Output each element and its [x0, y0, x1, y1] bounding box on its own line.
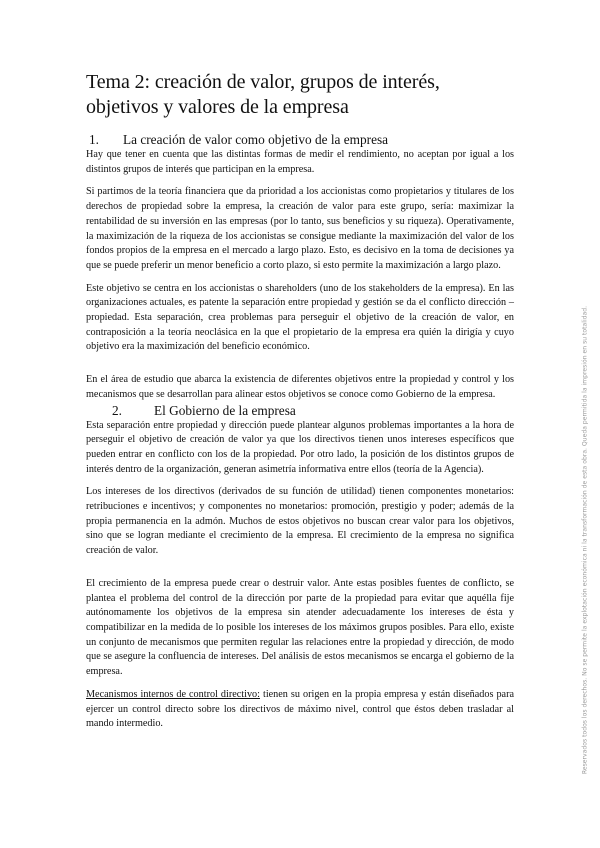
section-2-title: El Gobierno de la empresa	[154, 402, 296, 418]
section-1-paragraph-3: Este objetivo se centra en los accionistas o shareholders (uno de los stakeholders de la empresa). En las organizaciones actuales, es patente la separación entre propiedad y gestión se da el conflicto dirección – propiedad. Esta separación, crea problemas para perseguir el objetivo de la creación de valor, en contraposición a la teoría neoclásica en la que el propietario de la empresa era quién la dirigía y cuyo objetivo era la maximización del beneficio económico.	[86, 282, 514, 353]
section-1-paragraph-2: Si partimos de la teoría financiera que da prioridad a los accionistas como propietarios y titulares de los derechos de propiedad sobre la empresa, la creación de valor para este grupo, sería: maximizar la rentabilidad de su inversión en las empresas (por lo tanto, sus beneficios y su riqueza). Operativamente, la maximización de la riqueza de los accionistas se consigue mediante la maximización del valor de los fondos propios de la empresa en el mercado a largo plazo. Esto, es decisivo en la toma de decisiones ya que se puede preferir un menor beneficio a corto plazo, si esto permite la maximización a largo plazo.	[86, 186, 514, 271]
document-page	[86, 70, 514, 732]
section-1-number: 1.	[89, 132, 99, 147]
section-2-paragraph-2: Los intereses de los directivos (derivados de su función de utilidad) tienen componentes monetarios: retribuciones e incentivos; y componentes no monetarios: promoción, prestigio y poder; además de la propia permanencia en la admón. Muchos de estos objetivos no buscan crear valor para los objetivos, sino que se logran mediante el crecimiento de la empresa. El crecimiento de la empresa no significa creación de valor.	[86, 486, 514, 557]
section-2-paragraph-4	[86, 688, 514, 732]
internal-mechanisms-term: Mecanismos internos de control directivo:	[86, 688, 260, 700]
section-2-heading	[112, 403, 514, 419]
section-2-paragraph-3: El crecimiento de la empresa puede crear o destruir valor. Ante estas posibles fuentes de conflicto, se plantea el problema del control de la dirección por parte de la propiedad para evitar que aquélla fije autónomamente los objetivos de la empresa sin atender adecuadamente los intereses de ésta y compatibilizar en la medida de lo posible los intereses de los máximos grupos posibles. Para ello, existe un conjunto de mecanismos que permiten regular las relaciones entre la propiedad y dirección, de modo que se asegure la confluencia de intereses. Del análisis de estos mecanismos se encarga el gobierno de la empresa.	[86, 577, 514, 678]
section-1-heading	[89, 132, 514, 148]
section-1-paragraph-1: Hay que tener en cuenta que las distintas formas de medir el rendimiento, no aceptan por igual a los distintos grupos de interés que participan en la empresa.	[86, 149, 514, 175]
section-2-paragraph-1: Esta separación entre propiedad y dirección puede plantear algunos problemas importantes a la hora de perseguir el objetivo de creación de valor ya que los directivos tienen unos intereses específicos que pueden entrar en conflicto con los de la propiedad. Por otro lado, la posición de los distintos grupos de interés dentro de la organización, generan asimetría informativa entre ellos (teoría de la Agencia).	[86, 419, 514, 475]
internal-mechanisms-text: tienen su origen en la propia empresa y están diseñados para ejercer un control directo sobre los directivos de máximo nivel, control que éstos deben trasladar al mando intermedio.	[86, 688, 514, 730]
section-1-title: La creación de valor como objetivo de la empresa	[123, 132, 389, 147]
rights-watermark: Reservados todos los derechos. No se permite la explotación económica ni la transformación de esta obra. Queda permitida la impresión en su totalidad.	[581, 305, 589, 775]
section-2-number: 2.	[112, 402, 122, 418]
document-title: Tema 2: creación de valor, grupos de interés, objetivos y valores de la empresa	[86, 71, 440, 118]
section-1-paragraph-4: En el área de estudio que abarca la existencia de diferentes objetivos entre la propiedad y control y los mecanismos que se desarrollan para alinear estos objetivos se conoce como Gobierno de la empresa.	[86, 374, 514, 400]
